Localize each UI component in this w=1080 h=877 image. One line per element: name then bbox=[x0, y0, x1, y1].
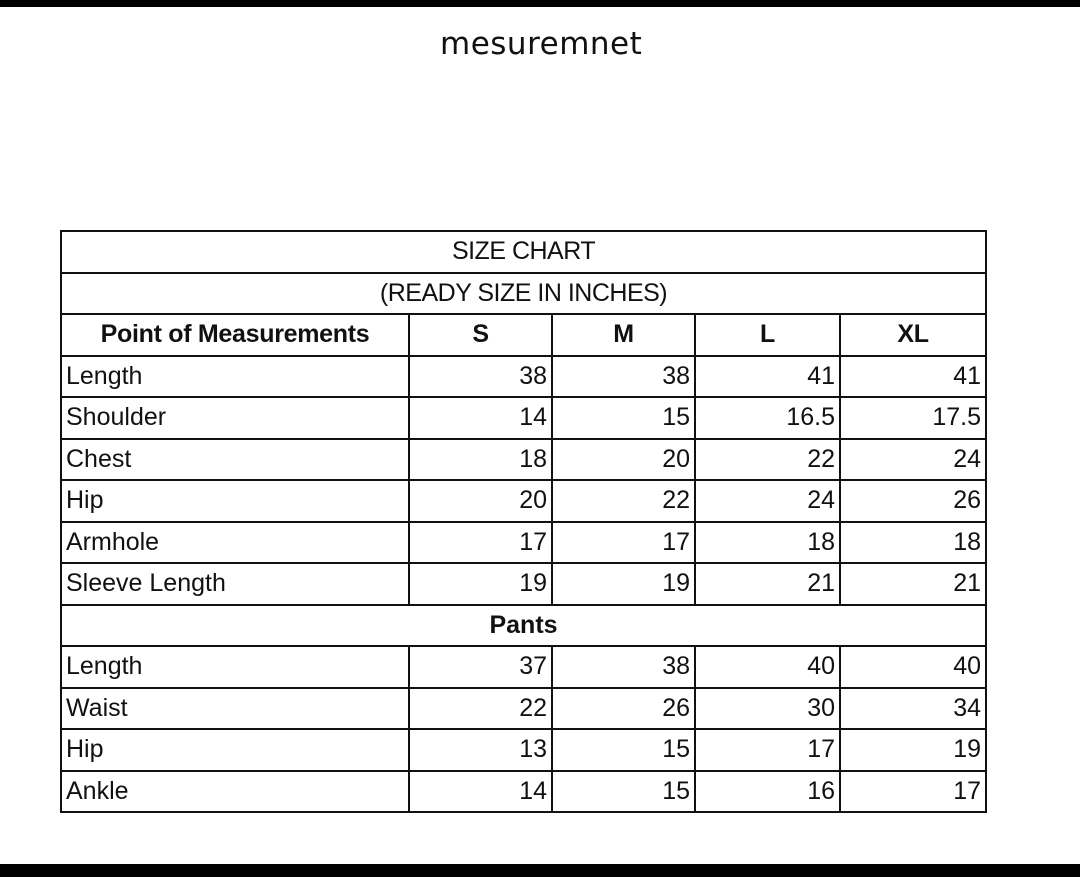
chart-subtitle: (READY SIZE IN INCHES) bbox=[61, 273, 986, 315]
row-label: Waist bbox=[61, 688, 409, 730]
pants-section-row bbox=[61, 605, 986, 647]
header-size-l: L bbox=[695, 314, 840, 356]
value-cell: 21 bbox=[695, 563, 840, 605]
value-cell: 17 bbox=[552, 522, 695, 564]
table-row bbox=[61, 688, 986, 730]
table-row bbox=[61, 522, 986, 564]
value-cell: 22 bbox=[552, 480, 695, 522]
bottom-border-bar bbox=[0, 864, 1080, 877]
value-cell: 34 bbox=[840, 688, 986, 730]
value-cell: 13 bbox=[409, 729, 552, 771]
value-cell: 22 bbox=[409, 688, 552, 730]
table-row bbox=[61, 397, 986, 439]
value-cell: 15 bbox=[552, 397, 695, 439]
row-label: Chest bbox=[61, 439, 409, 481]
row-label: Shoulder bbox=[61, 397, 409, 439]
table-row bbox=[61, 563, 986, 605]
value-cell: 18 bbox=[840, 522, 986, 564]
table-row bbox=[61, 439, 986, 481]
value-cell: 38 bbox=[552, 646, 695, 688]
table-row bbox=[61, 646, 986, 688]
header-size-s: S bbox=[409, 314, 552, 356]
value-cell: 19 bbox=[840, 729, 986, 771]
value-cell: 24 bbox=[695, 480, 840, 522]
row-label: Length bbox=[61, 356, 409, 398]
header-size-m: M bbox=[552, 314, 695, 356]
value-cell: 38 bbox=[409, 356, 552, 398]
table-row bbox=[61, 729, 986, 771]
value-cell: 17.5 bbox=[840, 397, 986, 439]
header-size-xl: XL bbox=[840, 314, 986, 356]
value-cell: 14 bbox=[409, 397, 552, 439]
value-cell: 41 bbox=[695, 356, 840, 398]
value-cell: 17 bbox=[409, 522, 552, 564]
value-cell: 26 bbox=[552, 688, 695, 730]
table-row bbox=[61, 771, 986, 813]
value-cell: 37 bbox=[409, 646, 552, 688]
value-cell: 21 bbox=[840, 563, 986, 605]
value-cell: 18 bbox=[695, 522, 840, 564]
value-cell: 16.5 bbox=[695, 397, 840, 439]
value-cell: 16 bbox=[695, 771, 840, 813]
chart-title: SIZE CHART bbox=[61, 231, 986, 273]
row-label: Armhole bbox=[61, 522, 409, 564]
value-cell: 26 bbox=[840, 480, 986, 522]
row-label: Sleeve Length bbox=[61, 563, 409, 605]
table-row bbox=[61, 356, 986, 398]
row-label: Length bbox=[61, 646, 409, 688]
table-row bbox=[61, 480, 986, 522]
value-cell: 22 bbox=[695, 439, 840, 481]
value-cell: 14 bbox=[409, 771, 552, 813]
value-cell: 30 bbox=[695, 688, 840, 730]
row-label: Hip bbox=[61, 729, 409, 771]
value-cell: 24 bbox=[840, 439, 986, 481]
pants-section-title: Pants bbox=[61, 605, 986, 647]
top-border-bar bbox=[0, 0, 1080, 7]
value-cell: 19 bbox=[552, 563, 695, 605]
size-chart-table bbox=[60, 230, 987, 813]
value-cell: 20 bbox=[409, 480, 552, 522]
value-cell: 15 bbox=[552, 771, 695, 813]
value-cell: 40 bbox=[695, 646, 840, 688]
subtitle-row bbox=[61, 273, 986, 315]
value-cell: 15 bbox=[552, 729, 695, 771]
value-cell: 17 bbox=[840, 771, 986, 813]
header-row bbox=[61, 314, 986, 356]
value-cell: 38 bbox=[552, 356, 695, 398]
value-cell: 40 bbox=[840, 646, 986, 688]
value-cell: 17 bbox=[695, 729, 840, 771]
value-cell: 41 bbox=[840, 356, 986, 398]
value-cell: 18 bbox=[409, 439, 552, 481]
row-label: Ankle bbox=[61, 771, 409, 813]
row-label: Hip bbox=[61, 480, 409, 522]
document-title: mesuremnet bbox=[440, 26, 643, 62]
header-point-of-measurements: Point of Measurements bbox=[61, 314, 409, 356]
title-row bbox=[61, 231, 986, 273]
value-cell: 20 bbox=[552, 439, 695, 481]
value-cell: 19 bbox=[409, 563, 552, 605]
